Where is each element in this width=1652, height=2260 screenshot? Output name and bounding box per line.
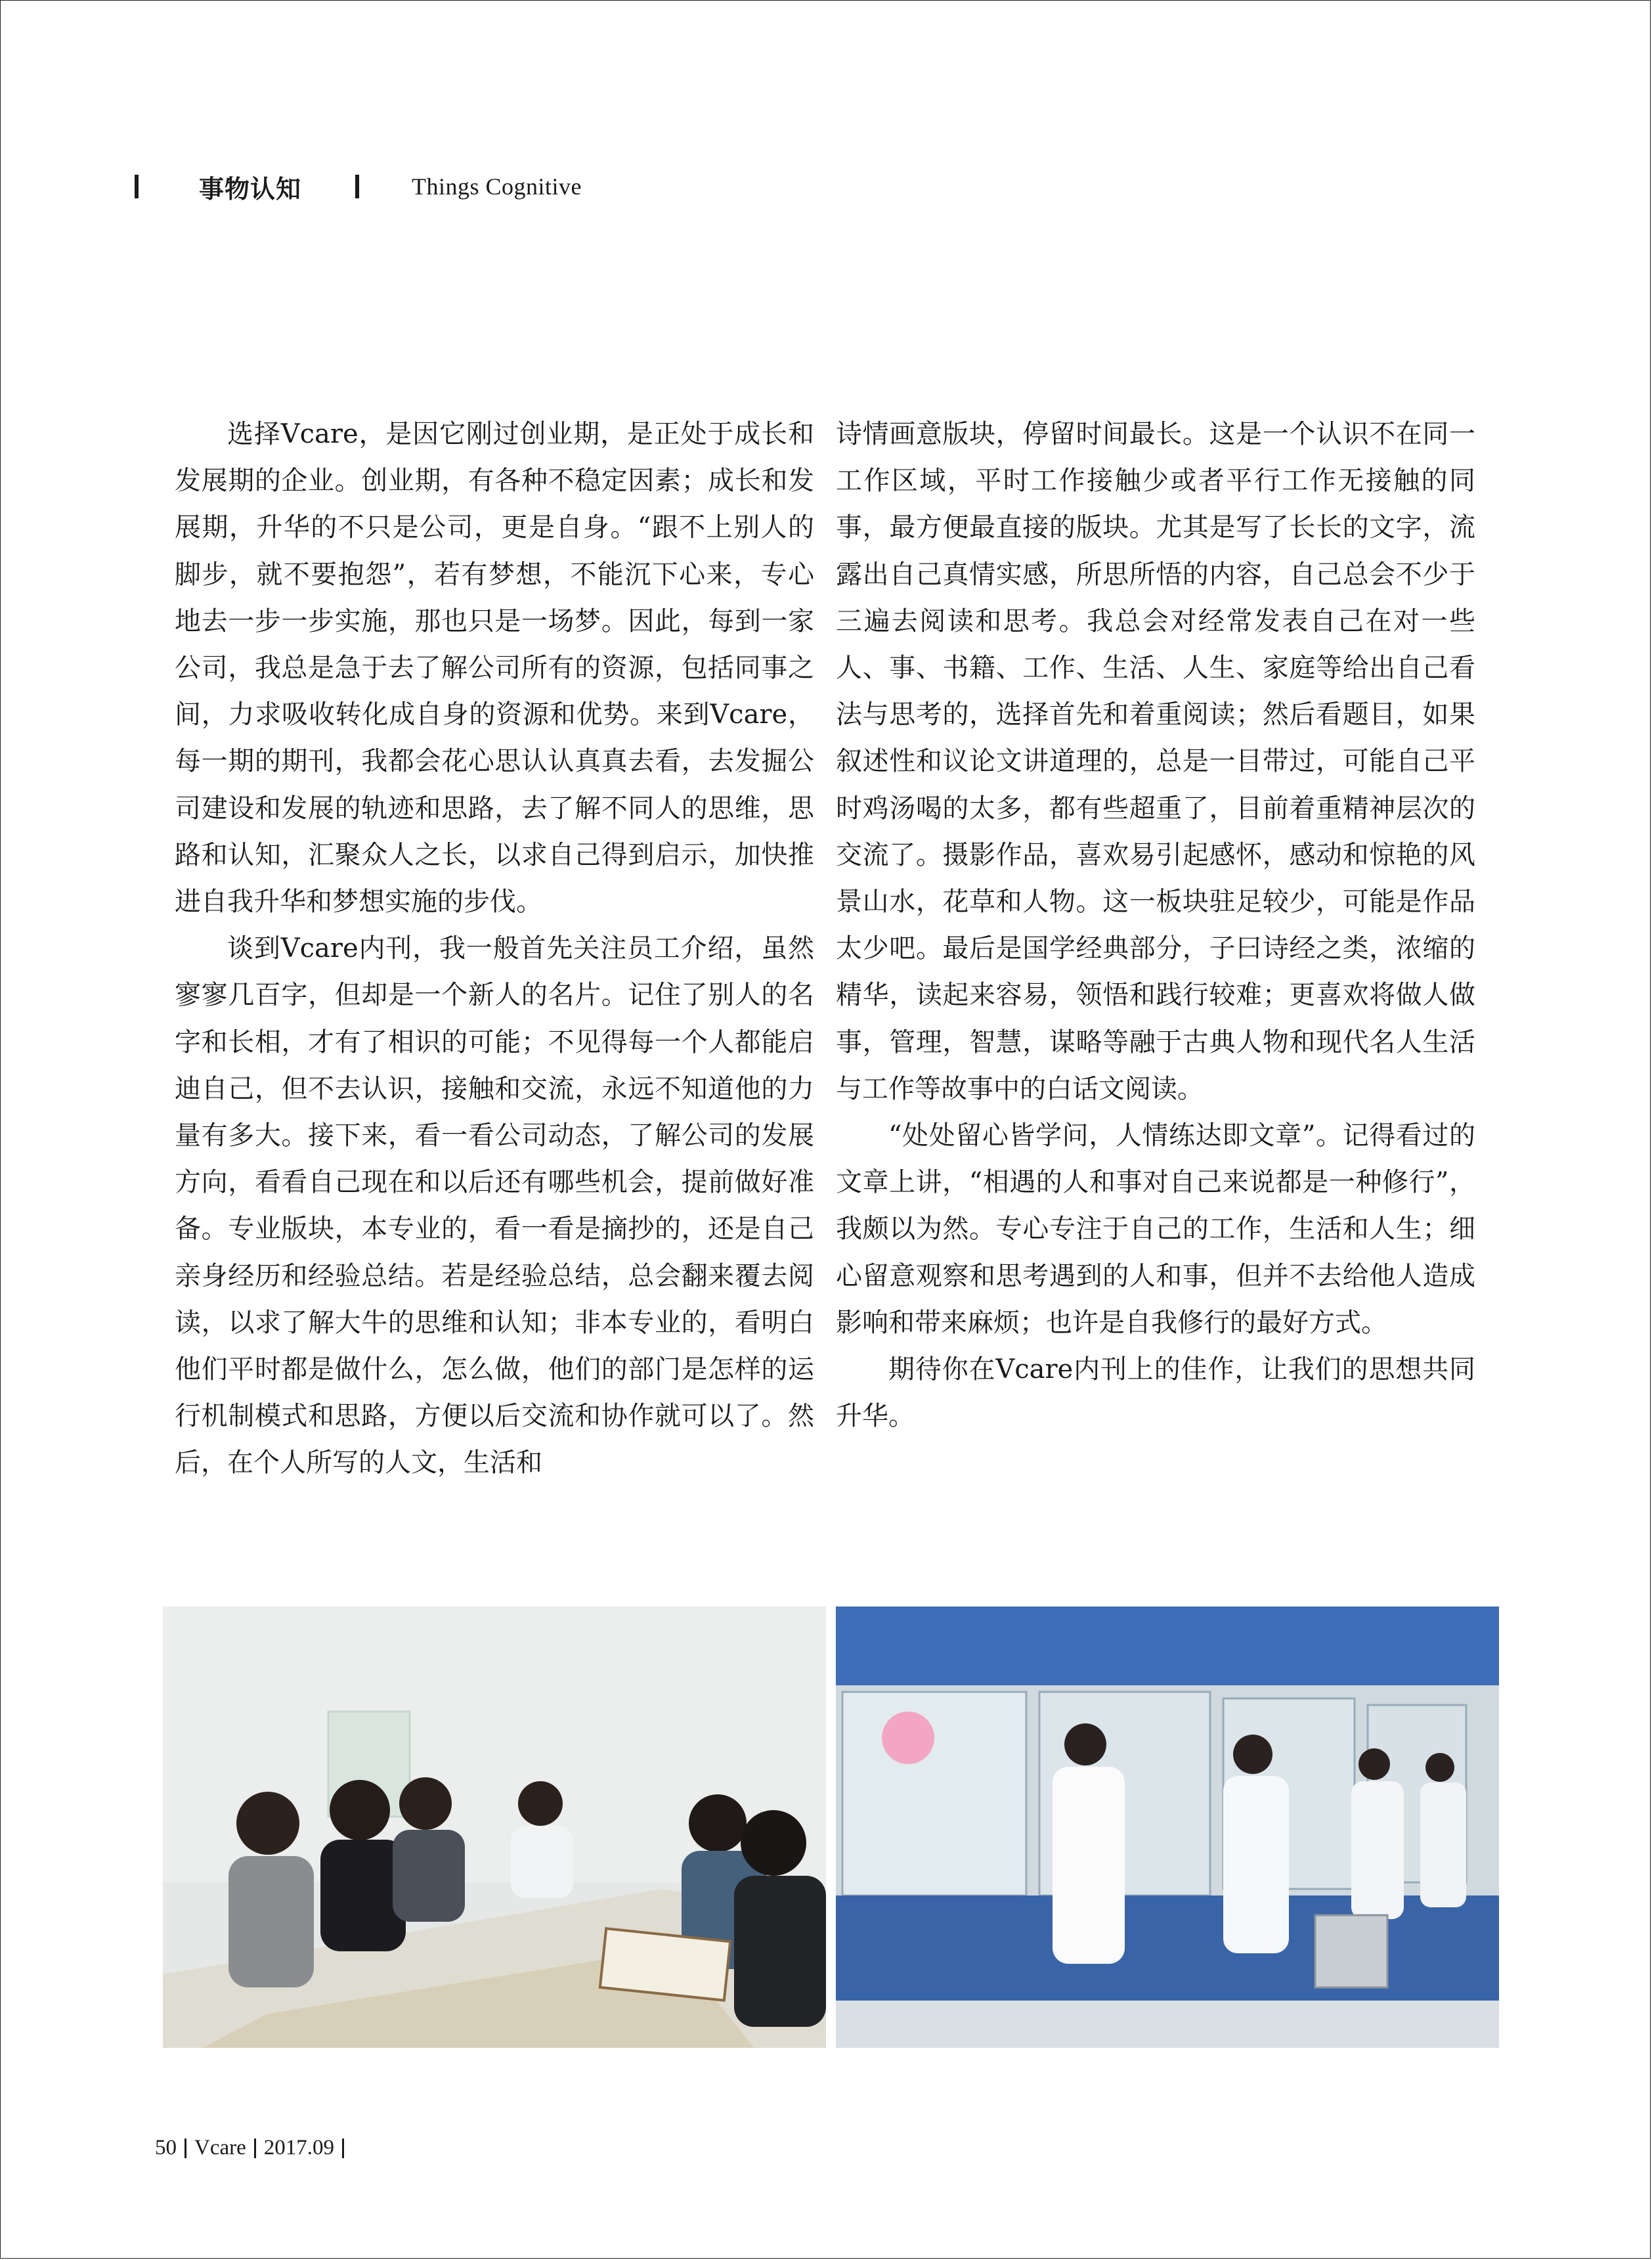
page-footer	[155, 2136, 352, 2160]
section-subtitle: Things Cognitive	[412, 173, 582, 200]
issue-date: 2017.09	[263, 2136, 335, 2160]
article-column-left	[175, 411, 814, 1487]
page-header	[135, 168, 582, 205]
lab-scene-image	[836, 1606, 1499, 2048]
footer-separator	[342, 2138, 344, 2158]
laboratory-photo	[836, 1606, 1499, 2048]
header-bar-middle	[355, 175, 359, 198]
header-bar-left	[135, 175, 139, 198]
paragraph: 期待你在Vcare内刊上的佳作，让我们的思想共同升华。	[836, 1354, 1475, 1432]
paragraph: 谈到Vcare内刊，我一般首先关注员工介绍，虽然寥寥几百字，但却是一个新人的名片。记住了别人的名字和长相，才有了相识的可能；不见得每一个人都能启迪自己，但不去认识，接触和交流，永远不知道他的力量有多大。接下来，看一看公司动态，了解公司的发展方向，看看自己现在和以后还有哪些机会，提前做好准备。专业版块，本专业的，看一看是摘抄的，还是自己亲身经历和经验总结。若是经验总结，总会翻来覆去阅读，以求了解大牛的思维和认知；非本专业的，看明白他们平时都是做什么，怎么做，他们的部门是怎样的运行机制模式和思路，方便以后交流和协作就可以了。然后，在个人所写的人文，生活和	[175, 933, 814, 1478]
section-title: 事物认知	[199, 174, 302, 204]
paragraph: 选择Vcare，是因它刚过创业期，是正处于成长和发展期的企业。创业期，有各种不稳定因素；成长和发展期，升华的不只是公司，更是自身。“跟不上别人的脚步，就不要抱怨”，若有梦想，不能沉下心来，专心地去一步一步实施，那也只是一场梦。因此，每到一家公司，我总是急于去了解公司所有的资源，包括同事之间，力求吸收转化成自身的资源和优势。来到Vcare，每一期的期刊，我都会花心思认认真真去看，去发掘公司建设和发展的轨迹和思路，去了解不同人的思维，思路和认知，汇聚众人之长，以求自己得到启示，加快推进自我升华和梦想实施的步伐。	[175, 419, 814, 918]
paragraph: 诗情画意版块，停留时间最长。这是一个认识不在同一工作区域，平时工作接触少或者平行工作无接触的同事，最方便最直接的版块。尤其是写了长长的文字，流露出自己真情实感，所思所悟的内容，自己总会不少于三遍去阅读和思考。我总会对经常发表自己在对一些人、事、书籍、工作、生活、人生、家庭等给出自己看法与思考的，选择首先和着重阅读；然后看题目，如果叙述性和议论文讲道理的，总是一目带过，可能自己平时鸡汤喝的太多，都有些超重了，目前着重精神层次的交流了。摄影作品，喜欢易引起感怀，感动和惊艳的风景山水，花草和人物。这一板块驻足较少，可能是作品太少吧。最后是国学经典部分，子曰诗经之类，浓缩的精华，读起来容易，领悟和践行较难；更喜欢将做人做事，管理，智慧，谋略等融于古典人物和现代名人生活与工作等故事中的白话文阅读。	[836, 419, 1475, 1104]
footer-separator	[185, 2138, 186, 2158]
footer-separator	[254, 2138, 256, 2158]
magazine-name: Vcare	[194, 2136, 246, 2160]
meeting-photo	[163, 1606, 826, 2048]
article-column-right	[836, 411, 1475, 1440]
paragraph: “处处留心皆学问，人情练达即文章”。记得看过的文章上讲，“相遇的人和事对自己来说都是一种修行”，我颇以为然。专心专注于自己的工作，生活和人生；细心留意观察和思考遇到的人和事，但并不去给他人造成影响和带来麻烦；也许是自我修行的最好方式。	[836, 1120, 1475, 1338]
meeting-scene-image	[163, 1606, 826, 2048]
page-number: 50	[155, 2136, 177, 2160]
